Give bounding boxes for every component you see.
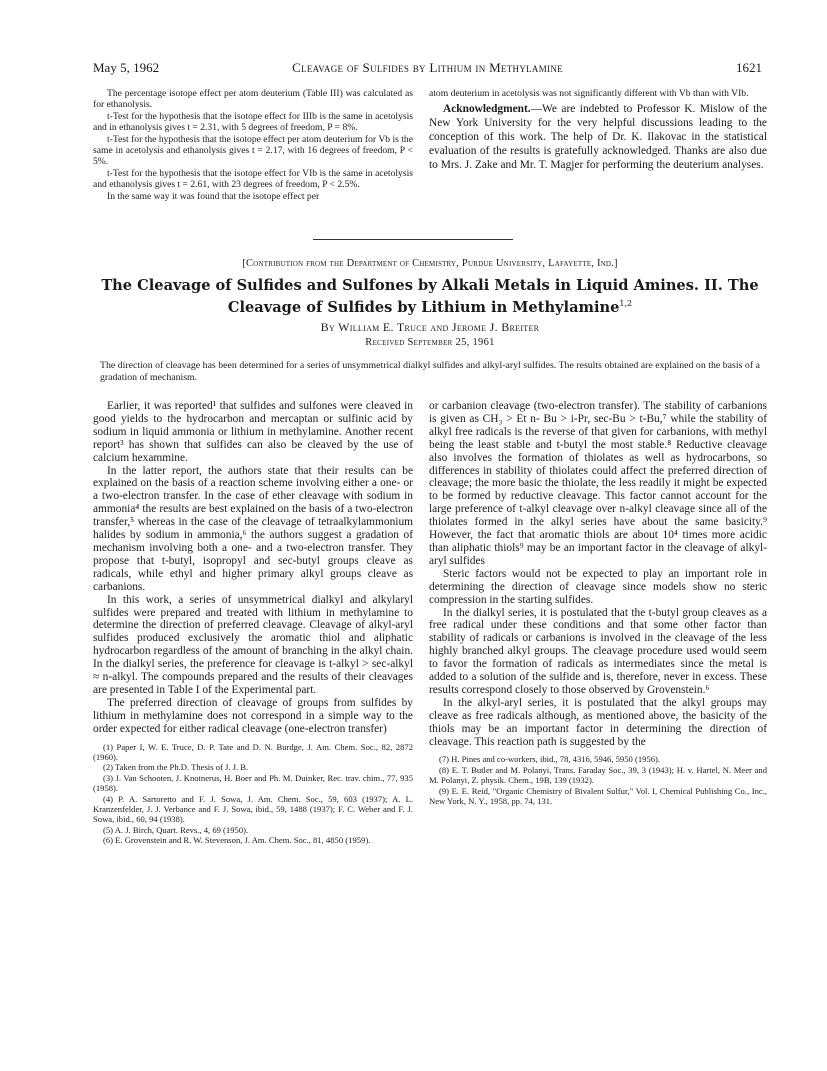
paragraph: In the dialkyl series, it is postulated that the t-butyl group cleaves as a free radical under these conditions and that some other factor than stability of radicals or carbanions is involved in the cleavage of the less highly branched alkyl groups. The cleavage procedure used would seem to favor the formation of radicals as intermediates since the metal is added to a solution of the sulfide and is, therefore, never in excess. These results correspond closely to those observed by Grovenstein.⁶: [429, 606, 767, 696]
page-number: 1621: [736, 60, 762, 75]
abstract: The direction of cleavage has been determined for a series of unsymmetrical dialkyl sulfides and alkyl-aryl sulfides. The results obtained are explained on the basis of a gradation of mechanism.: [100, 360, 760, 383]
title-line-2: [93, 295, 767, 317]
received-date: Received September 25, 1961: [365, 337, 495, 348]
paragraph: Steric factors would not be expected to play an important role in determining the direction of cleavage since models show no steric compression in the starting sulfides.: [429, 567, 767, 606]
paragraph: t-Test for the hypothesis that the isotope effect per atom deuterium for Vb is the same in acetolysis and ethanolysis gives t = 2.17, with 16 degrees of freedom, P < 5%.: [93, 133, 413, 168]
paragraph: In the latter report, the authors state that their results can be explained on the basis of a reaction scheme involving either a one- or a two-electron transfer. In the case of ether cleavage with sodium in ammonia⁴ the results are best explained on the basis of a two-electron transfer,⁵ whereas in the case of the cleavage of tetraalkylammonium halides by sodium in ammonia,⁶ the authors suggest a gradation of mechanism involving both a one- and a two-electron transfer. They propose that t-butyl, isopropyl and sec-butyl groups cleave as radicals, while ethyl and higher primary alkyl groups cleave as carbanions.: [93, 464, 413, 593]
running-title: Cleavage of Sulfides by Lithium in Methylamine: [292, 60, 563, 75]
acknowledgment-text: —We are indebted to Professor K. Mislow of the New York University for the very helpful discussions leading to the conception of this work. The help of Dr. K. Ilakovac in the statistical evaluation of the results is gratefully acknowledged. Thanks are also due to Mrs. J. Zake and Mr. T. Magjer for performing the deuterium analyses.: [429, 103, 767, 171]
footnote: (2) Taken from the Ph.D. Thesis of J. J. B.: [103, 762, 249, 773]
body-right-column: [429, 400, 767, 807]
contribution-text: [Contribution from the Department of Chemistry, Purdue University, Lafayette, Ind.]: [242, 258, 618, 269]
article-title: [93, 277, 767, 317]
footnote: (8) E. T. Butler and M. Polanyi, Trans. Faraday Soc., 39, 3 (1943); H. v. Hartel, N. Meer and M. Polanyi, Z. physik. Chem., 19B, 139 (1932).: [429, 764, 767, 786]
acknowledgment: [429, 103, 767, 172]
paragraph: In the same way it was found that the isotope effect per: [107, 190, 320, 202]
footnotes-left: [93, 742, 413, 846]
paragraph: t-Test for the hypothesis that the isotope effect for IIIb is the same in acetolysis and in ethanolysis gives t = 2.31, with 5 degrees of freedom, P = 8%.: [93, 110, 413, 134]
footnote: (1) Paper I, W. E. Truce, D. P. Tate and D. N. Burdge, J. Am. Chem. Soc., 82, 2872 (1960).: [93, 741, 413, 762]
footnote: (9) E. E. Reid, "Organic Chemistry of Bivalent Sulfur," Vol. I, Chemical Publishing Co., Inc., New York, N. Y., 1958, pp. 74, 131.: [429, 785, 767, 807]
paragraph: The percentage isotope effect per atom deuterium (Table III) was calculated as for ethanolysis.: [93, 88, 413, 111]
page-header: [93, 60, 762, 78]
footnote: (5) A. J. Birch, Quart. Revs., 4, 69 (1950).: [103, 824, 249, 835]
authors: By William E. Truce and Jerome J. Breiter: [320, 320, 540, 334]
acknowledgment-heading: Acknowledgment.: [443, 103, 531, 116]
section-divider: [313, 239, 513, 240]
issue-date: May 5, 1962: [93, 60, 160, 75]
paragraph: or carbanion cleavage (two-electron transfer). The stability of carbanions is given as CH₃ > Et n- Bu > i-Pr, sec-Bu > t-Bu,⁷ while the stability of alkyl free radicals is the reverse of that given for carbanions, with methyl being the least stable and t-butyl the most stable.⁸ Reductive cleavage also involves the formation of thiolates as well as hydrocarbons, so differences in stability of thiolates could affect the preferred direction of cleavage; the more basic the thiolate, the less readily it might be expected to be formed by reductive cleavage. This factor cannot account for the large preference of t-alkyl cleavage over n-alkyl cleavage since all of the thiolates formed in the alkyl series have about the same basicity.⁹ However, the fact that aromatic thiols are about 10⁴ times more acidic than aliphatic thiols⁹ may be an important factor in the cleavage of alkyl-aryl sulfides: [429, 400, 767, 567]
paragraph: In this work, a series of unsymmetrical dialkyl and alkylaryl sulfides were prepared and treated with lithium in methylamine to determine the direction of preferred cleavage. Cleavage of alkyl-aryl sulfides produced exclusively the aromatic thiol and aliphatic hydrocarbon regardless of the amount of branching in the alkyl chain. In the dialkyl series, the preference for cleavage is t-alkyl > sec-alkyl ≈ n-alkyl. The compounds prepared and the results of their cleavages are presented in Table I of the Experimental part.: [93, 593, 413, 696]
contribution-line: [93, 258, 767, 269]
previous-article-left-column: [93, 88, 413, 202]
paragraph: The preferred direction of cleavage of groups from sulfides by lithium in methylamine does not correspond in a simple way to the order expected for either radical cleavage (one-electron transfer): [93, 696, 413, 735]
title-line-1: The Cleavage of Sulfides and Sulfones by Alkali Metals in Liquid Amines. II. The: [101, 277, 759, 294]
paragraph: t-Test for the hypothesis that the isotope effect for VIb is the same in acetolysis and ethanolysis gives t = 2.61, with 23 degrees of freedom, P < 2.5%.: [93, 167, 413, 191]
footnote: (7) H. Pines and co-workers, ibid., 78, 4316, 5946, 5950 (1956).: [439, 754, 661, 765]
footnote: (6) E. Grovenstein and R. W. Stevenson, J. Am. Chem. Soc., 81, 4850 (1959).: [103, 835, 371, 846]
footnotes-right: [429, 754, 767, 806]
paragraph: Earlier, it was reported¹ that sulfides and sulfones were cleaved in good yields to the hydrocarbon and mercaptan or sulfinic acid by sodium in liquid ammonia or lithium in methylamine. Another recent report³ has shown that sulfides can also be cleaved by the use of calcium hexammine.: [93, 400, 413, 464]
body-left-column: [93, 400, 413, 846]
footnote: (4) P. A. Sartoretto and F. J. Sowa, J. Am. Chem. Soc., 59, 603 (1937); A. L. Kranzenfelder, J. J. Verbance and F. J. Sowa, ibid., 59, 1488 (1937); F. C. Weber and F. J. Sowa, ibid., 60, 94 (1938).: [93, 793, 413, 825]
paragraph: In the alkyl-aryl series, it is postulated that the alkyl groups may cleave as free radicals although, as mentioned above, the basicity of the thiols may be an important factor in determining the direction of cleavage. This reaction path is suggested by the: [429, 696, 767, 748]
paragraph: atom deuterium in acetolysis was not significantly different with Vb than with VIb.: [429, 88, 749, 99]
title-footnote-marks: 1,2: [619, 299, 633, 308]
previous-article-right-column: [429, 88, 767, 172]
footnote: (3) J. Van Schooten, J. Knotnerus, H. Boer and Ph. M. Duinker, Rec. trav. chim., 77, 935 (1958).: [93, 772, 413, 794]
title-line-2-text: Cleavage of Sulfides by Lithium in Methylamine: [227, 298, 620, 316]
